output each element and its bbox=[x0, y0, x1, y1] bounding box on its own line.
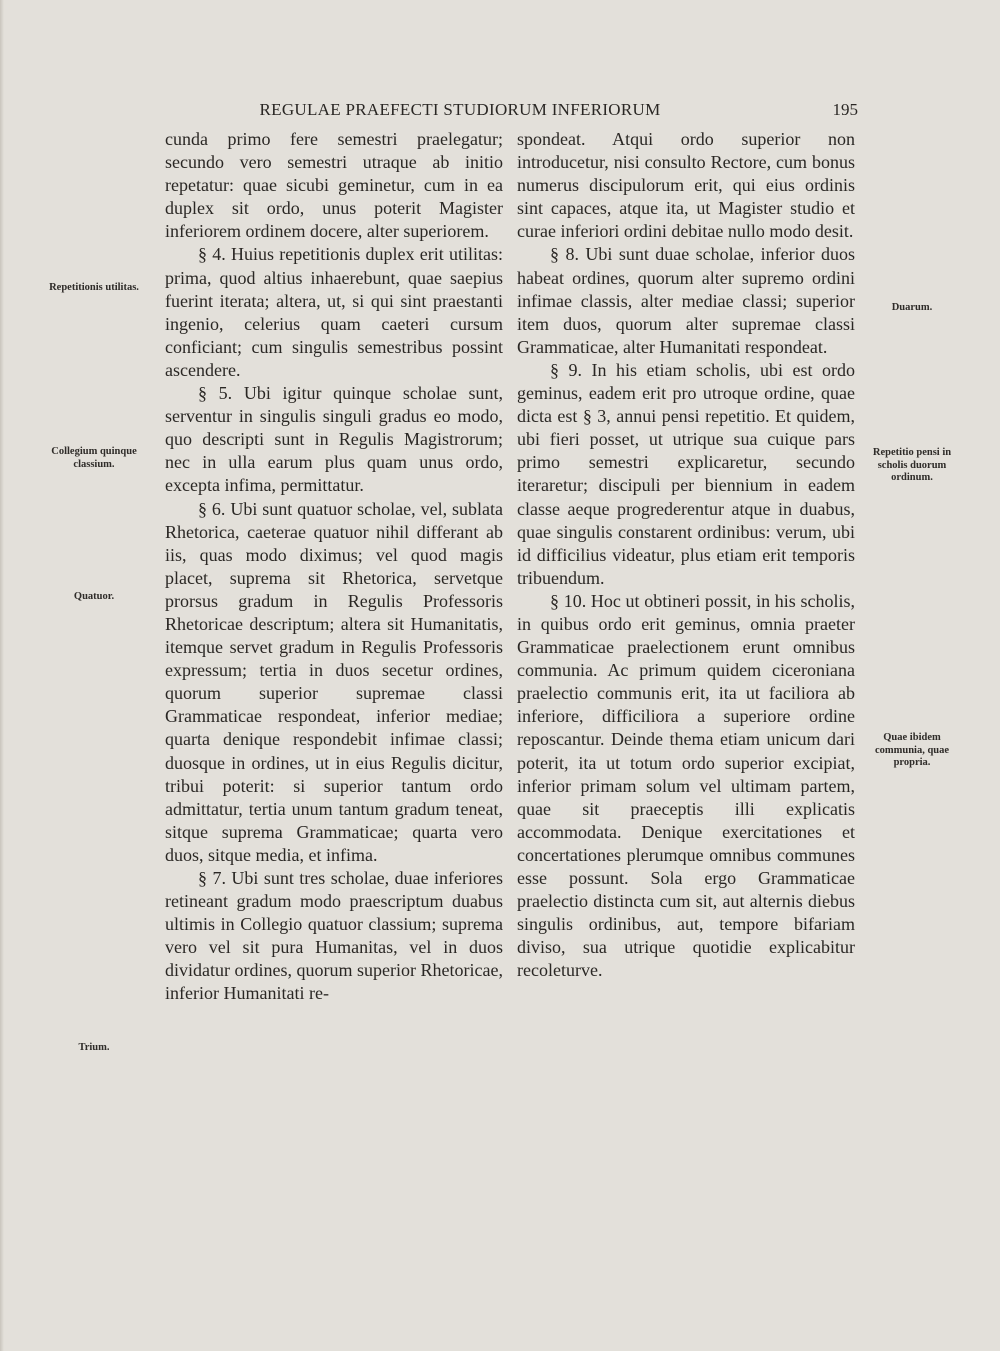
page-number: 195 bbox=[832, 100, 858, 119]
paragraph-continuation-right: spondeat. Atqui ordo superior non introducetur, nisi consulto Rectore, cum bonus numerus discipulorum erit, qui eius ordinis sint capaces, atque ita, ut Magister studio et curae inferiori ordini debitae nullo modo desit. bbox=[517, 129, 855, 242]
text-column-left bbox=[165, 128, 503, 1006]
margin-note-repetitio-pensi: Repetitio pensi in scholis duorum ordinum. bbox=[872, 447, 952, 483]
margin-note-trium: Trium. bbox=[78, 1042, 110, 1053]
margin-note-collegium: Collegium quinque classium. bbox=[51, 446, 137, 470]
paragraph-continuation: cunda primo fere semestri praelegatur; secundo vero semestri utraque ab initio repetatur: quae sicubi geminetur, cum in ea duplex sit ordo, unus poterit Magister inferiorem ordinem docere, alter superiorem. bbox=[165, 129, 503, 242]
running-title: REGULAE PRAEFECTI STUDIORUM INFERIORUM bbox=[259, 100, 661, 119]
margin-note-quae-ibidem: Quae ibidem communia, quae propria. bbox=[874, 732, 950, 768]
paragraph-section-9: § 9. In his etiam scholis, ubi est ordo geminus, eadem erit pro utroque ordine, quae dicta est § 3, annui pensi repetitio. Et quidem, ubi fieri posset, ut utrique sua cuique pars primo semestri explicaretur, secundo iteraretur; discipuli per biennium in eadem classe aeque progrederentur atque in duabus, quae singulis constarent ordinibus: verum, ubi id difficilius videatur, plus etiam erit temporis tribuendum. bbox=[517, 359, 855, 588]
paragraph-section-8: § 8. Ubi sunt duae scholae, inferior duos habeat ordines, quorum alter supremo ordini infimae classis, alter mediae classi; superior item duos, quorum alter supremae classi Grammaticae, alter Humanitati respondeat. bbox=[517, 244, 855, 357]
page-binding-edge bbox=[0, 0, 4, 1351]
paragraph-section-10: § 10. Hoc ut obtineri possit, in his scholis, in quibus ordo erit geminus, omnia praeter Grammaticae praelectionem erunt omnibus communia. Ac primum quidem ciceroniana praelectio communis erit, ita ut faciliora ab inferiore, difficiliora a superiore ordine reposcantur. Deinde thema etiam unicum dari poterit, ita ut totum ordo superior excipiat, inferior primam solum vel ultimam partem, quae sit praeceptis illi explicatis accommodata. Denique exercitationes et concertationes plerumque omnibus communes esse possunt. Sola ergo Grammaticae praelectio distincta cum sit, aut alternis diebus singulis ordinibus, aut, tempore bifariam diviso, sua utrique quotidie explicabitur recoleturve. bbox=[517, 590, 855, 981]
margin-note-duarum: Duarum. bbox=[891, 302, 933, 313]
paragraph-section-4: § 4. Huius repetitionis duplex erit utilitas: prima, quod altius inhaerebunt, quae saepius fuerint iterata; altera, ut, si qui sint praestanti ingenio, celerius quam caeteri cursum conficiant; cum singulis semestribus possint ascendere. bbox=[165, 244, 503, 380]
paragraph-section-7: § 7. Ubi sunt tres scholae, duae inferiores retineant gradum modo praescriptum duabus ultimis in Collegio quatuor classium; suprema vero vel sit pura Humanitas, vel in duos dividatur ordines, quorum superior Rhetoricae, inferior Humanitati re- bbox=[165, 868, 503, 1004]
margin-note-repetitionis: Repetitionis utilitas. bbox=[49, 282, 139, 293]
text-column-right bbox=[517, 128, 855, 982]
margin-note-quatuor: Quatuor. bbox=[73, 591, 115, 602]
paragraph-section-6: § 6. Ubi sunt quatuor scholae, vel, sublata Rhetorica, caeterae quatuor nihil differant ab iis, quas modo diximus; vel quod magis placet, suprema sit Rhetorica, servetque prorsus gradum in Regulis Professoris Rhetoricae descriptum; altera sit Humanitatis, itemque servet gradum in Regulis Professoris expressum; tertia in duos secetur ordines, quorum superior supremae classi Grammaticae respondeat, inferior mediae; quarta denique respondebit infimae classi; duosque in ordines, ut in eius Regulis dicitur, tribui poterit: si superior tantum ordo admittatur, tertia unum tantum gradum teneat, sitque suprema Grammaticae; quarta vero duos, sitque media, et infima. bbox=[165, 498, 503, 865]
paragraph-section-5: § 5. Ubi igitur quinque scholae sunt, serventur in singulis singuli gradus eo modo, quo descripti sunt in Regulis Magistrorum; nec in ulla earum plus quam unus ordo, excepta infima, permittatur. bbox=[165, 383, 503, 496]
